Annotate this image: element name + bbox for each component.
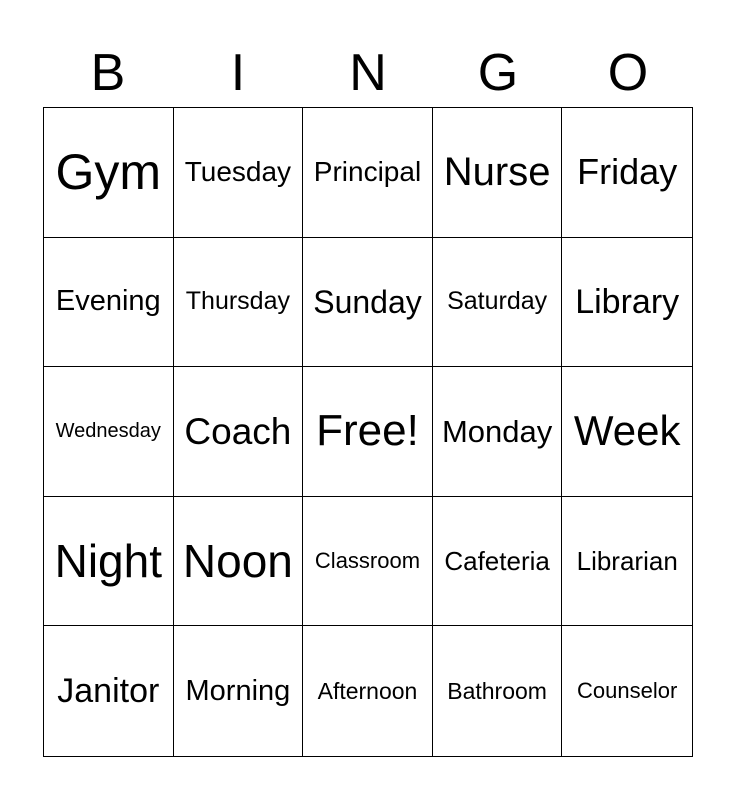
- bingo-cell[interactable]: Counselor: [577, 678, 678, 704]
- bingo-cell[interactable]: Janitor: [44, 626, 174, 756]
- bingo-cell[interactable]: Friday: [562, 108, 692, 238]
- bingo-cell[interactable]: Bathroom: [433, 626, 563, 756]
- bingo-cell[interactable]: Saturday: [433, 238, 563, 368]
- bingo-cell[interactable]: Noon: [174, 497, 304, 627]
- header-letter-o: O: [607, 44, 649, 102]
- bingo-cell[interactable]: Afternoon: [303, 626, 433, 756]
- bingo-cell[interactable]: Monday: [433, 367, 563, 497]
- bingo-cell[interactable]: Evening: [44, 238, 174, 368]
- bingo-cell[interactable]: Week: [562, 367, 692, 497]
- bingo-board: [43, 107, 693, 757]
- bingo-cell[interactable]: Wednesday: [44, 367, 174, 497]
- header-letter-i: I: [230, 44, 246, 102]
- bingo-cell[interactable]: Coach: [174, 367, 304, 497]
- bingo-cell[interactable]: Library: [562, 238, 692, 368]
- bingo-cell[interactable]: Nurse: [433, 108, 563, 238]
- header-letter-n: N: [349, 44, 387, 102]
- bingo-cell[interactable]: Gym: [44, 108, 174, 238]
- free-space-cell[interactable]: Free!: [303, 367, 433, 497]
- bingo-cell[interactable]: Classroom: [303, 497, 433, 627]
- header-letter-g: G: [477, 44, 519, 102]
- bingo-header: [43, 38, 693, 108]
- bingo-cell[interactable]: Sunday: [303, 238, 433, 368]
- bingo-cell[interactable]: Principal: [303, 108, 433, 238]
- header-letter-b: B: [90, 44, 126, 102]
- bingo-cell[interactable]: Tuesday: [174, 108, 304, 238]
- bingo-cell[interactable]: Librarian: [562, 497, 692, 627]
- bingo-cell[interactable]: Thursday: [174, 238, 304, 368]
- bingo-cell[interactable]: Morning: [174, 626, 304, 756]
- bingo-cell[interactable]: Night: [44, 497, 174, 627]
- bingo-cell[interactable]: Cafeteria: [433, 497, 563, 627]
